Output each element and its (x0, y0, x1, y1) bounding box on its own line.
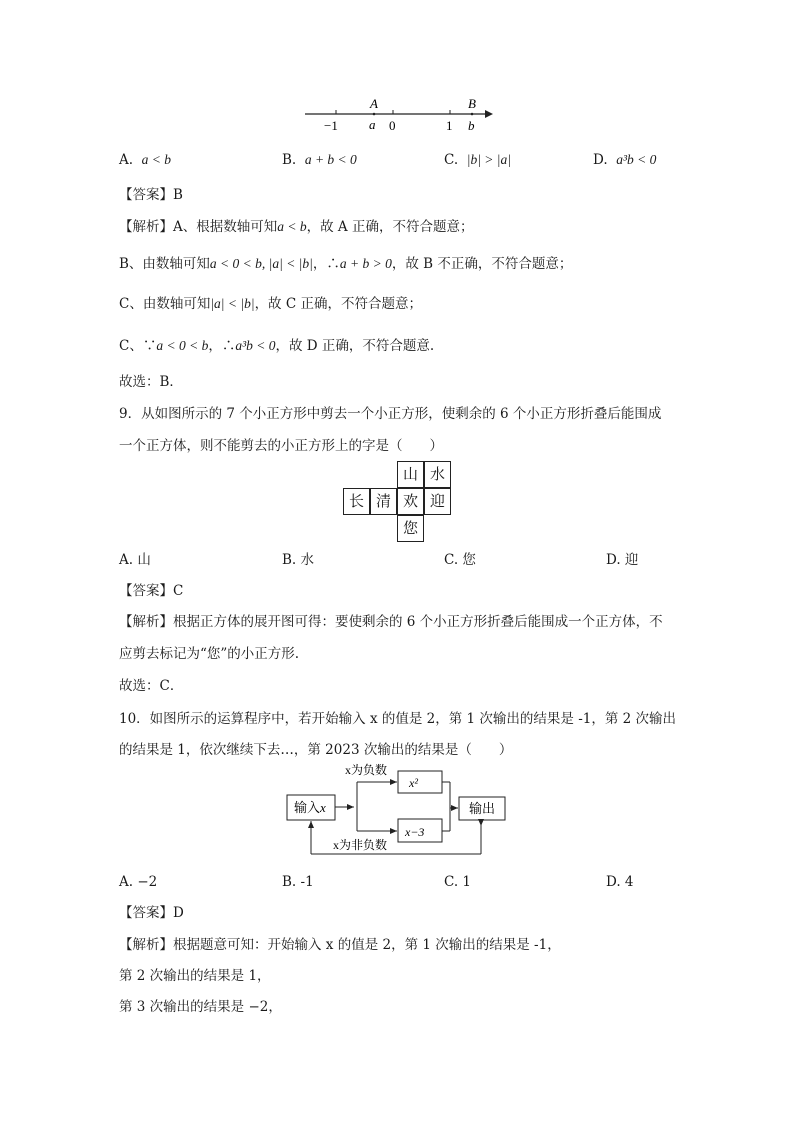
q10-analysis-line-3: 第 3 次输出的结果是 −2， (119, 999, 282, 1015)
q10-option-d: D. 4 (606, 874, 634, 890)
flow-input-var: x (320, 800, 326, 815)
flow-minus3-label: x−3 (405, 825, 425, 839)
flow-square-label: x² (409, 776, 418, 790)
flowchart-figure (282, 762, 512, 864)
flow-output-label: 输出 (469, 801, 496, 816)
net-cell-shui: 水 (424, 461, 451, 488)
q8-analysis-line-1: 【解析】A、根据数轴可知a < b，故 A 正确，不符合题意； (119, 219, 474, 235)
option-d-text: a³b < 0 (616, 152, 657, 167)
flow-negative-label: x为负数 (345, 763, 388, 777)
svg-text:输入x (294, 800, 326, 815)
flow-input-label: 输入 (294, 800, 321, 815)
q9-answer: 【答案】C (119, 583, 184, 599)
q9-option-d: D. 迎 (606, 552, 639, 568)
net-cell-nin: 您 (397, 515, 424, 542)
q10-option-c: C. 1 (444, 874, 472, 890)
q9-analysis-line-2: 应剪去标记为“您”的小正方形. (119, 646, 300, 662)
q9-option-a: A. 山 (119, 552, 151, 568)
net-cell-qing: 清 (370, 488, 397, 515)
q9-choice: 故选：C． (119, 678, 184, 694)
q8-answer: 【答案】B (119, 187, 183, 203)
q9-option-b: B. 水 (282, 552, 315, 568)
q8-analysis-line-3: C、由数轴可知|a| < |b|，故 C 正确，不符合题意； (119, 296, 422, 312)
point-label-A: A (370, 96, 378, 111)
q8-analysis-line-2: B、由数轴可知a < 0 < b, |a| < |b|，∴a + b > 0，故 B 不正确，不符合题意； (119, 256, 573, 272)
q9-stem-line-2: 一个正方体，则不能剪去的小正方形上的字是（ ） (119, 438, 443, 454)
q10-analysis-line-2: 第 2 次输出的结果是 1， (119, 968, 271, 984)
q9-option-c: C. 您 (444, 552, 476, 568)
q10-option-a: A. −2 (119, 874, 158, 890)
q10-stem-line-2: 的结果是 1，依次继续下去…，第 2023 次输出的结果是（ ） (119, 742, 513, 758)
cube-net-figure (342, 461, 452, 543)
tick-b: b (468, 118, 475, 133)
q10-analysis-line-1: 【解析】根据题意可知：开始输入 x 的值是 2，第 1 次输出的结果是 -1， (119, 937, 561, 953)
option-a-text: a < b (141, 152, 172, 167)
option-b-key: B. (282, 152, 297, 168)
option-b-text: a + b < 0 (304, 152, 357, 167)
net-cell-chang: 长 (343, 488, 370, 515)
number-line-figure (300, 94, 495, 136)
net-cell-ying: 迎 (424, 488, 451, 515)
option-a-key: A. (119, 152, 134, 168)
q9-analysis-line-1: 【解析】根据正方体的展开图可得：要使剩余的 6 个小正方形折叠后能围成一个正方体，不 (119, 614, 663, 630)
tick-one: 1 (446, 118, 453, 133)
tick-a: a (369, 117, 376, 132)
tick-zero: 0 (389, 118, 396, 133)
q8-analysis-line-4: C、∵a < 0 < b，∴a³b < 0，故 D 正确，不符合题意. (119, 338, 435, 354)
net-cell-shan: 山 (397, 461, 424, 488)
q10-stem-line-1: 10．如图所示的运算程序中，若开始输入 x 的值是 2，第 1 次输出的结果是 -1，第 2 次输出 (119, 711, 677, 727)
tick-minus-one: −1 (324, 118, 338, 133)
option-c-text: |b| > |a| (466, 152, 511, 167)
q10-option-b: B. -1 (282, 874, 314, 890)
flow-nonnegative-label: x为非负数 (333, 838, 388, 852)
q10-answer: 【答案】D (119, 905, 184, 921)
square-box (398, 771, 442, 793)
net-cell-huan: 欢 (397, 488, 424, 515)
q8-choice: 故选：B． (119, 374, 183, 390)
option-d-key: D. (593, 152, 608, 168)
option-c-key: C. (444, 152, 459, 168)
point-label-B: B (468, 96, 476, 111)
q9-stem-line-1: 9．从如图所示的 7 个小正方形中剪去一个小正方形，使剩余的 6 个小正方形折叠后能围成 (119, 406, 662, 422)
